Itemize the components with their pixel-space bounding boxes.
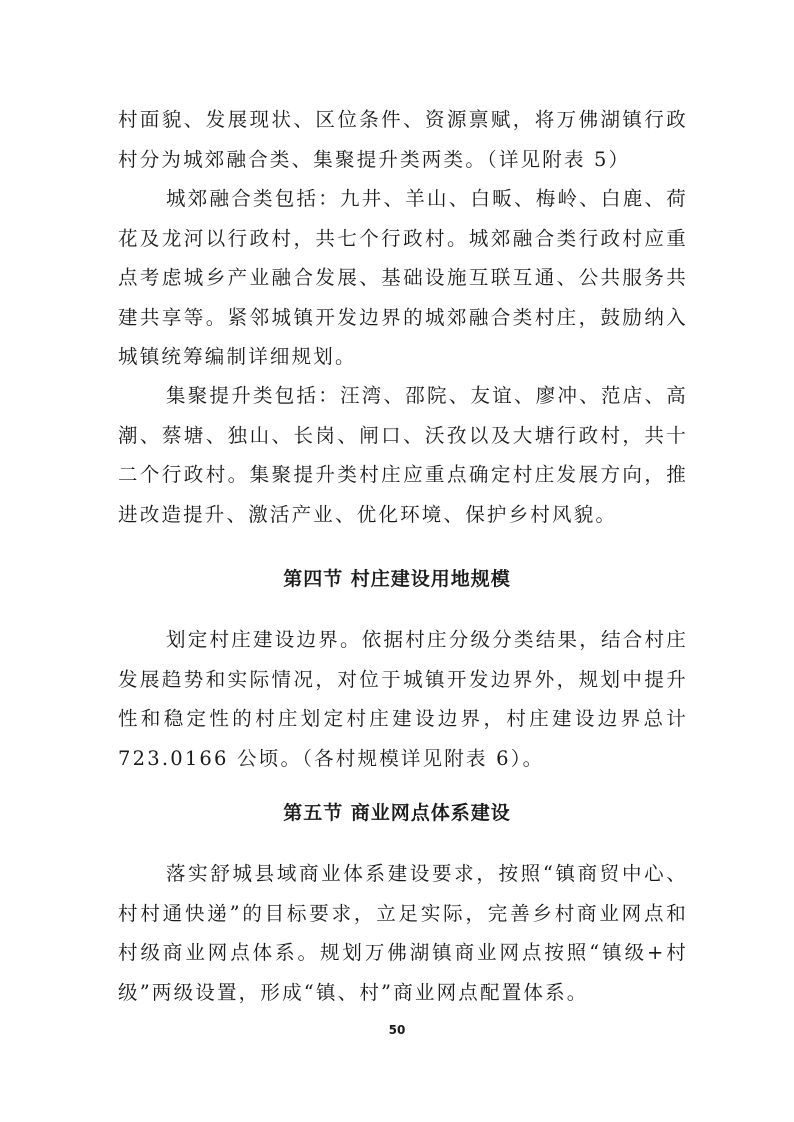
paragraph-agglomeration-upgrade: 集聚提升类包括：汪湾、邵院、友谊、廖冲、范店、高潮、蔡塘、独山、长岗、闸口、沃孜以及大塘行政村，共十二个行政村。集聚提升类村庄应重点确定村庄发展方向，推进改造提升、激活产业、优化环境、保护乡村风貌。 [118, 384, 688, 526]
section-heading-commercial-network: 第五节 商业网点体系建设 [283, 802, 511, 824]
paragraph-village-classification: 村面貌、发展现状、区位条件、资源禀赋，将万佛湖镇行政村分为城郊融合类、集聚提升类两类。（详见附表 5） [118, 108, 688, 171]
section-heading-village-land-scale: 第四节 村庄建设用地规模 [283, 568, 511, 590]
paragraph-commercial-system: 落实舒城县域商业体系建设要求，按照“镇商贸中心、村村通快递”的目标要求，立足实际，完善乡村商业网点和村级商业网点体系。规划万佛湖镇商业网点按照“镇级+村级”两级设置，形成“镇、村”商业网点配置体系。 [118, 862, 688, 1004]
page-number: 50 [388, 1023, 406, 1037]
paragraph-village-boundary: 划定村庄建设边界。依据村庄分级分类结果，结合村庄发展趋势和实际情况，对位于城镇开发边界外，规划中提升性和稳定性的村庄划定村庄建设边界，村庄建设边界总计 723.0166 公顷。（各村规模详见附表 6）。 [118, 628, 688, 770]
paragraph-suburban-integration: 城郊融合类包括：九井、羊山、白畈、梅岭、白鹿、荷花及龙河以行政村，共七个行政村。城郊融合类行政村应重点考虑城乡产业融合发展、基础设施互联互通、公共服务共建共享等。紧邻城镇开发边界的城郊融合类村庄，鼓励纳入城镇统筹编制详细规划。 [118, 187, 688, 368]
